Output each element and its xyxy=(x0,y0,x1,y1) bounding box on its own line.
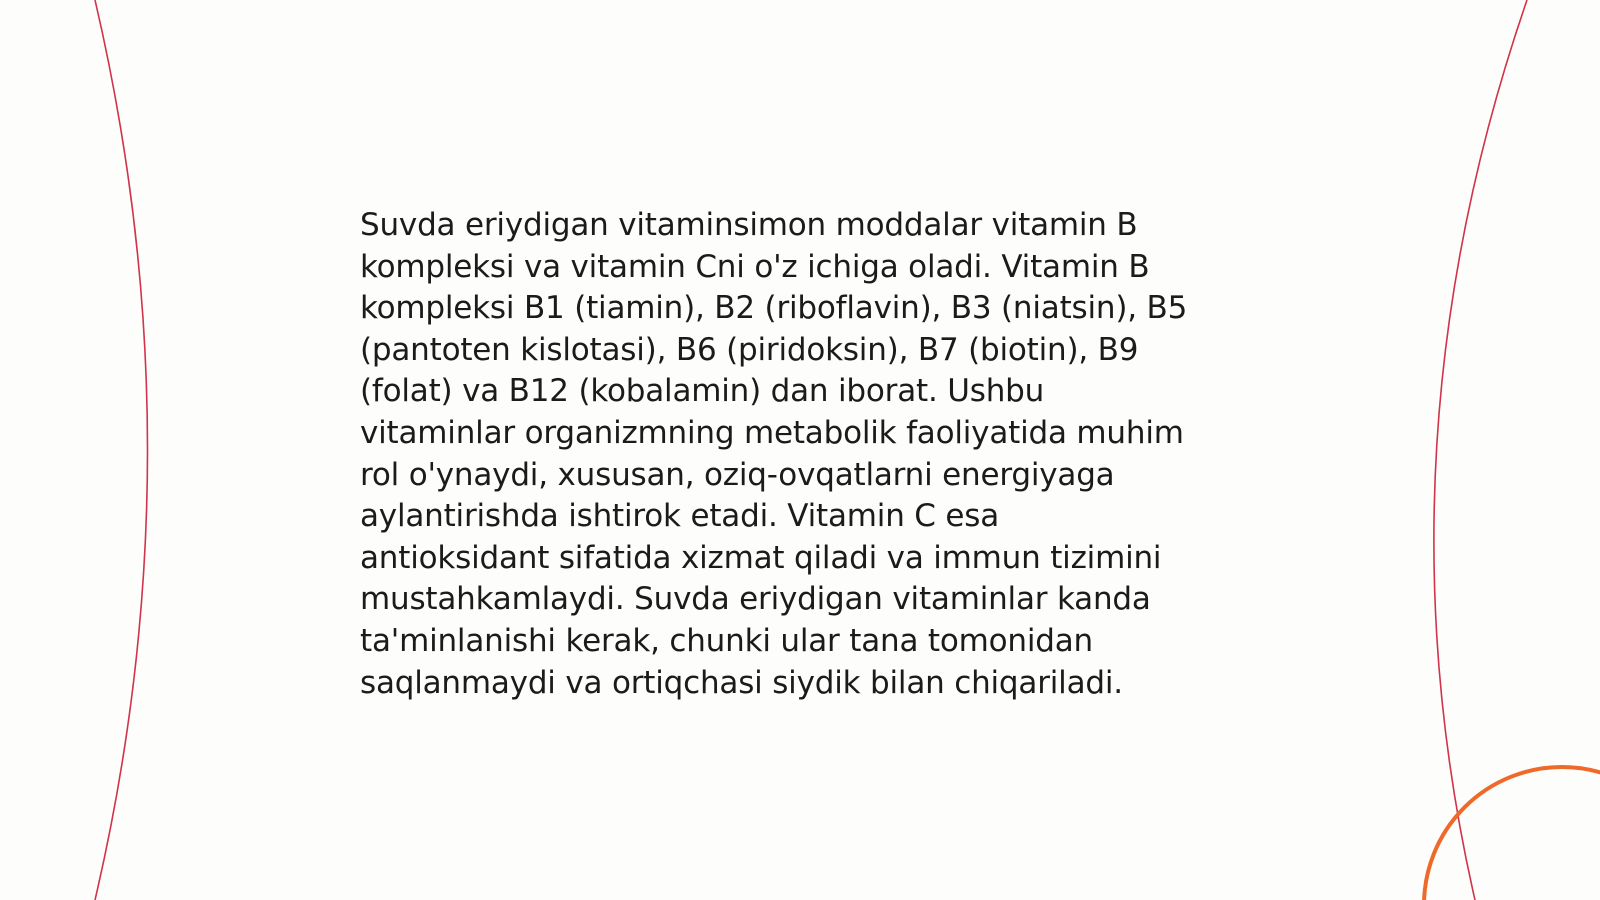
paragraph-line: Suvda eriydigan vitaminsimon moddalar vitamin B xyxy=(360,207,1138,243)
paragraph-line: (folat) va B12 (kobalamin) dan iborat. Ushbu xyxy=(360,373,1045,410)
paragraph-line: kompleksi va vitamin Cni o'z ichiga oladi. Vitamin B xyxy=(360,248,1150,285)
body-paragraph xyxy=(360,205,1260,704)
paragraph-line: vitaminlar organizmning metabolik faoliyatida muhim xyxy=(360,414,1184,451)
paragraph-line: mustahkamlaydi. Suvda eriydigan vitaminlar kanda xyxy=(360,581,1151,618)
paragraph-line: (pantoten kislotasi), B6 (piridoksin), B7 (biotin), B9 xyxy=(360,331,1139,368)
paragraph-line: kompleksi B1 (tiamin), B2 (riboflavin), B3 (niatsin), B5 xyxy=(360,290,1188,327)
paragraph-line: saqlanmaydi va ortiqchasi siydik bilan chiqariladi. xyxy=(360,664,1123,701)
paragraph-line: ta'minlanishi kerak, chunki ular tana tomonidan xyxy=(360,622,1093,659)
left-red-arc xyxy=(95,0,148,900)
paragraph-line: aylantirishda ishtirok etadi. Vitamin C esa xyxy=(360,498,1000,535)
orange-circle-arc xyxy=(1424,767,1600,900)
right-red-arc xyxy=(1434,0,1527,900)
paragraph-line: rol o'ynaydi, xususan, oziq-ovqatlarni energiyaga xyxy=(360,456,1115,493)
paragraph-line: antioksidant sifatida xizmat qiladi va immun tizimini xyxy=(360,539,1162,576)
